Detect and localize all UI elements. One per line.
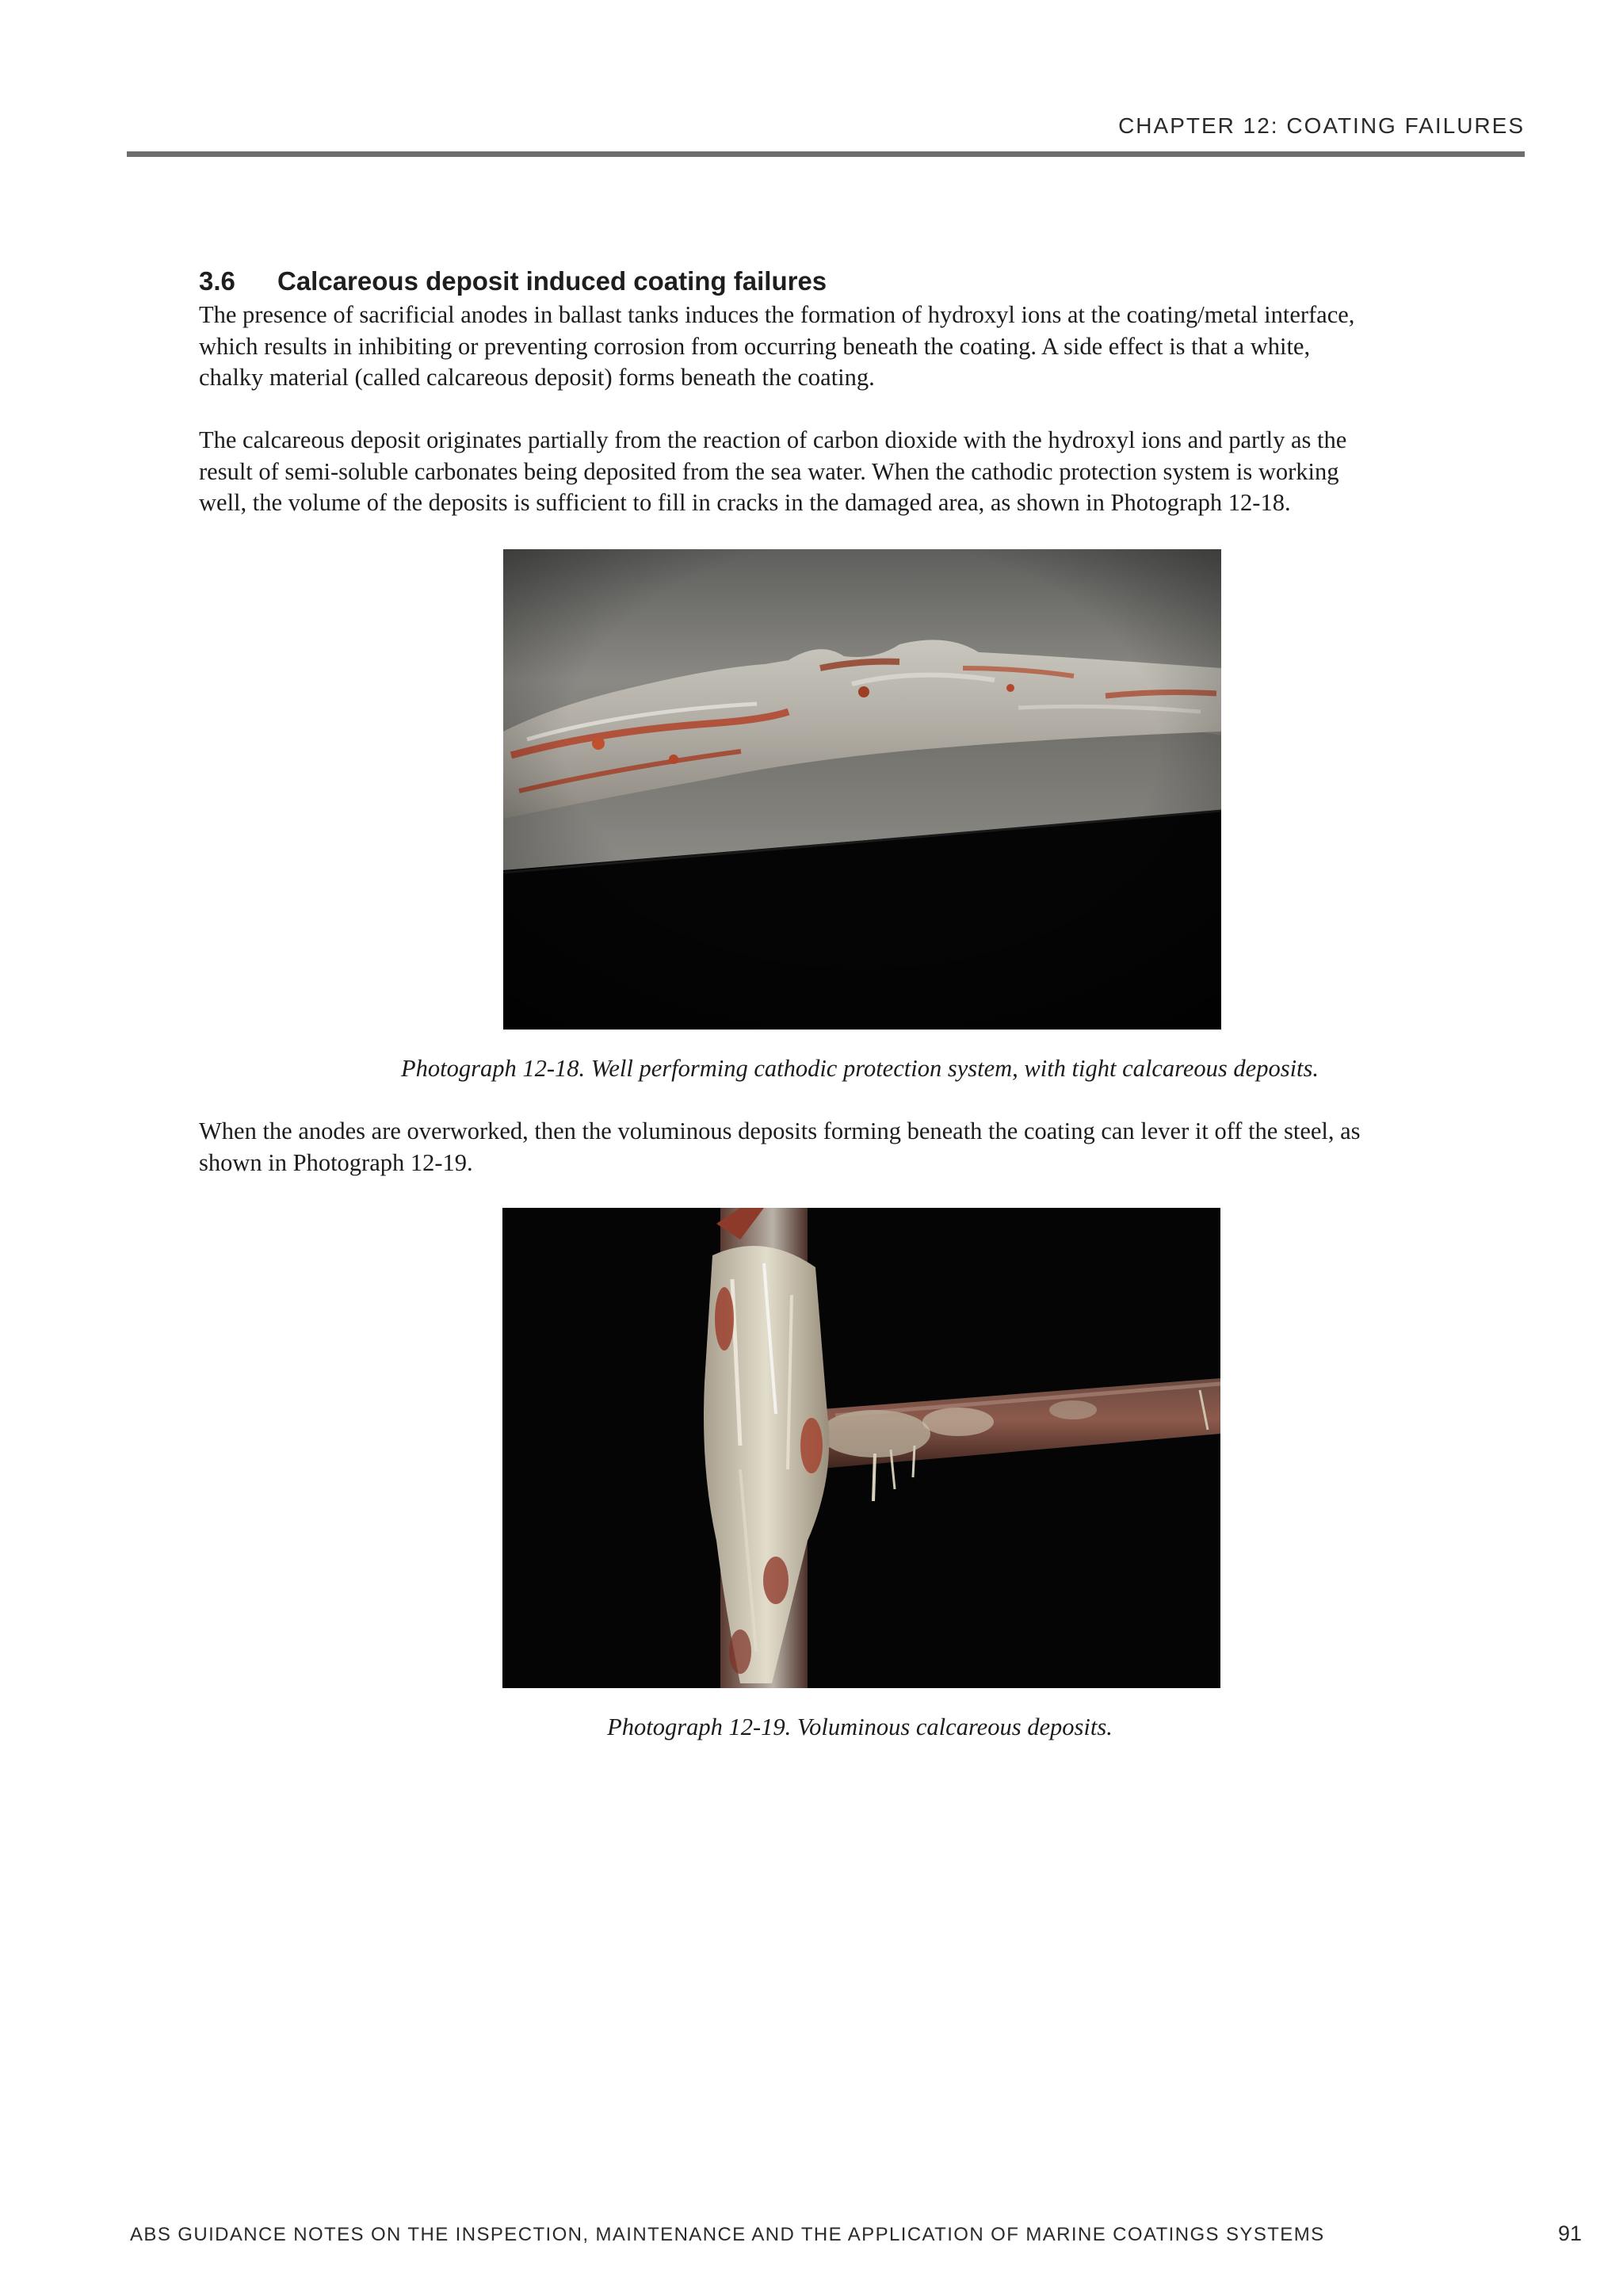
photograph-12-18 <box>503 549 1221 1030</box>
paragraph-2 <box>199 425 1514 519</box>
paragraph-1 <box>199 300 1514 394</box>
section-number: 3.6 <box>199 266 235 296</box>
paragraph-3 <box>199 1116 1514 1179</box>
paragraph-line: which results in inhibiting or preventing corrosion from occurring beneath the coating. A side effect is that a white, <box>199 332 1311 360</box>
footer-publication-title: ABS GUIDANCE NOTES ON THE INSPECTION, MAINTENANCE AND THE APPLICATION OF MARINE COATINGS SYSTEMS <box>130 2224 1325 2245</box>
photograph-12-19-caption: Photograph 12-19. Voluminous calcareous deposits. <box>607 1713 1113 1740</box>
paragraph-line: The presence of sacrificial anodes in ballast tanks induces the formation of hydroxyl ions at the coating/metal interface, <box>199 301 1355 328</box>
page-number: 91 <box>1557 2222 1582 2245</box>
paragraph-line: shown in Photograph 12-19. <box>199 1148 473 1176</box>
section-heading <box>199 266 827 296</box>
photograph-12-19 <box>502 1208 1220 1688</box>
header-rule <box>127 151 1525 157</box>
paragraph-line: well, the volume of the deposits is sufficient to fill in cracks in the damaged area, as shown in Photograph 12-18. <box>199 489 1291 516</box>
paragraph-line: result of semi-soluble carbonates being deposited from the sea water. When the cathodic protection system is working <box>199 457 1339 485</box>
photograph-12-18-caption: Photograph 12-18. Well performing cathodic protection system, with tight calcareous deposits. <box>400 1055 1319 1082</box>
paragraph-line: chalky material (called calcareous deposit) forms beneath the coating. <box>199 364 875 391</box>
paragraph-line: The calcareous deposit originates partially from the reaction of carbon dioxide with the hydroxyl ions and partly as the <box>199 426 1347 453</box>
running-head: CHAPTER 12: COATING FAILURES <box>1118 113 1525 138</box>
section-title: Calcareous deposit induced coating failures <box>277 266 827 296</box>
paragraph-line: When the anodes are overworked, then the voluminous deposits forming beneath the coating can lever it off the steel, as <box>199 1117 1361 1144</box>
